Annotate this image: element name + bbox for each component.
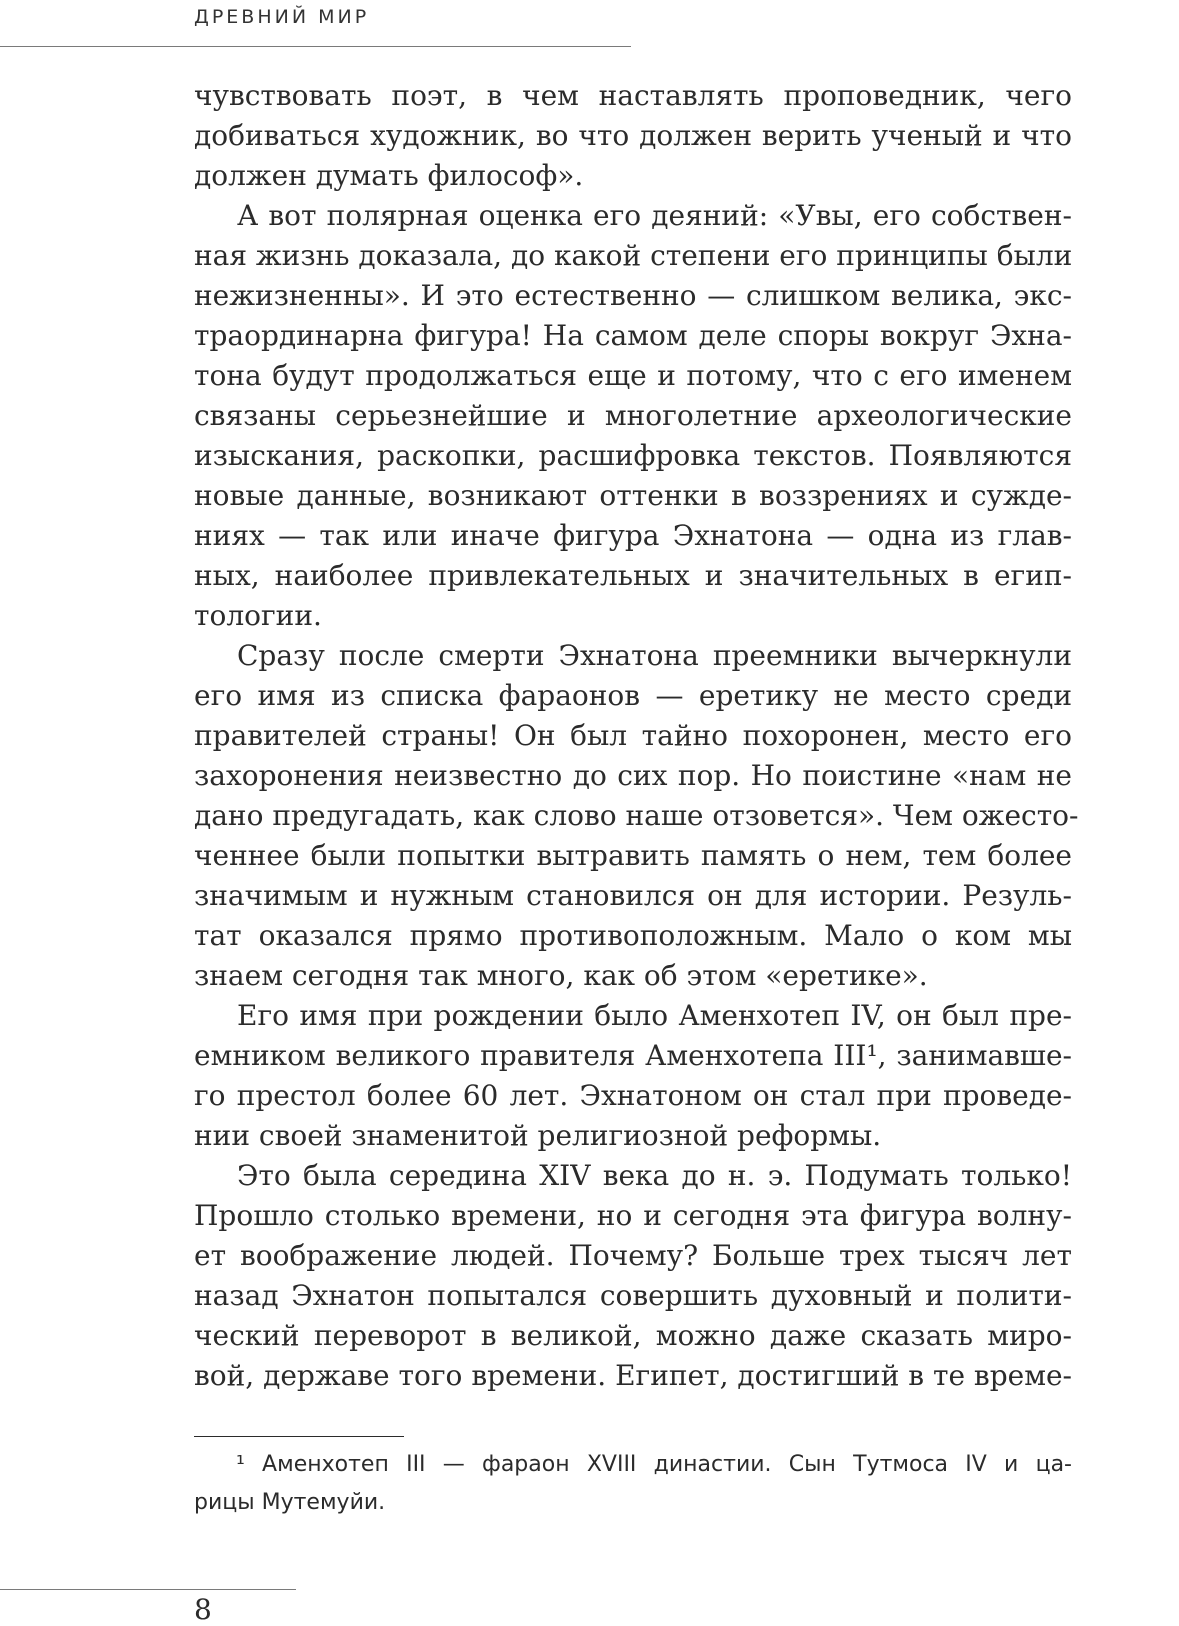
text-line: должен думать философ».: [194, 159, 584, 192]
text-line: ет воображение людей. Почему? Больше трех тысяч лет: [194, 1239, 1072, 1272]
text-line: А вот полярная оценка его деяний: «Увы, его собствен-: [237, 199, 1072, 232]
text-line: новые данные, возникают оттенки в воззрениях и сужде-: [194, 479, 1072, 512]
footnote-rule: [194, 1436, 404, 1437]
text-line: тологии.: [194, 599, 322, 632]
text-line: Сразу после смерти Эхнатона преемники вычеркнули: [237, 639, 1072, 672]
text-line: Его имя при рождении было Аменхотеп IV, он был пре-: [237, 999, 1072, 1032]
text-line: траординарна фигура! На самом деле споры вокруг Эхна-: [194, 319, 1072, 352]
text-line: связаны серьезнейшие и многолетние археологические: [194, 399, 1072, 432]
text-line: его имя из списка фараонов — еретику не место среди: [194, 679, 1072, 712]
text-line: емником великого правителя Аменхотепа III¹, занимавше-: [194, 1039, 1072, 1072]
text-line: ных, наиболее привлекательных и значительных в егип-: [194, 559, 1072, 592]
footnote: [194, 1446, 1072, 1522]
text-line: правителей страны! Он был тайно похоронен, место его: [194, 719, 1072, 752]
text-line: ческий переворот в великой, можно даже сказать миро-: [194, 1319, 1072, 1352]
text-line: вой, державе того времени. Египет, достигший в те време-: [194, 1359, 1072, 1392]
text-line: го престол более 60 лет. Эхнатоном он стал при проведе-: [194, 1079, 1072, 1112]
text-line: тат оказался прямо противоположным. Мало о ком мы: [194, 919, 1072, 952]
page-number: 8: [194, 1593, 212, 1626]
text-line: ченнее были попытки вытравить память о нем, тем более: [194, 839, 1072, 872]
text-line: дано предугадать, как слово наше отзовется». Чем ожесто-: [194, 799, 1079, 832]
running-head: ДРЕВНИЙ МИР: [194, 6, 370, 28]
text-line: тона будут продолжаться еще и потому, что с его именем: [194, 359, 1072, 392]
text-line: изыскания, раскопки, расшифровка текстов. Появляются: [194, 439, 1072, 472]
footnote-line: рицы Мутемуйи.: [194, 1490, 386, 1515]
text-line: знаем сегодня так много, как об этом «еретике».: [194, 959, 928, 992]
text-line: ниях — так или иначе фигура Эхнатона — одна из глав-: [194, 519, 1072, 552]
text-line: значимым и нужным становился он для истории. Резуль-: [194, 879, 1072, 912]
text-line: Это была середина XIV века до н. э. Подумать только!: [237, 1159, 1072, 1192]
text-line: ная жизнь доказала, до какой степени его принципы были: [194, 239, 1073, 272]
text-line: нии своей знаменитой религиозной реформы.: [194, 1119, 882, 1152]
footer-rule: [0, 1589, 296, 1590]
text-line: захоронения неизвестно до сих пор. Но поистине «нам не: [194, 759, 1072, 792]
header-rule: [0, 46, 631, 47]
text-line: назад Эхнатон попытался совершить духовный и полити-: [194, 1279, 1072, 1312]
body-text: [194, 76, 1079, 1396]
footnote-line: ¹ Аменхотеп III — фараон XVIII династии. Сын Тутмоса IV и ца-: [236, 1452, 1072, 1477]
text-line: чувствовать поэт, в чем наставлять проповедник, чего: [194, 79, 1072, 112]
text-line: нежизненны». И это естественно — слишком велика, экс-: [194, 279, 1072, 312]
text-line: Прошло столько времени, но и сегодня эта фигура волну-: [194, 1199, 1072, 1232]
text-line: добиваться художник, во что должен верить ученый и что: [194, 119, 1072, 152]
